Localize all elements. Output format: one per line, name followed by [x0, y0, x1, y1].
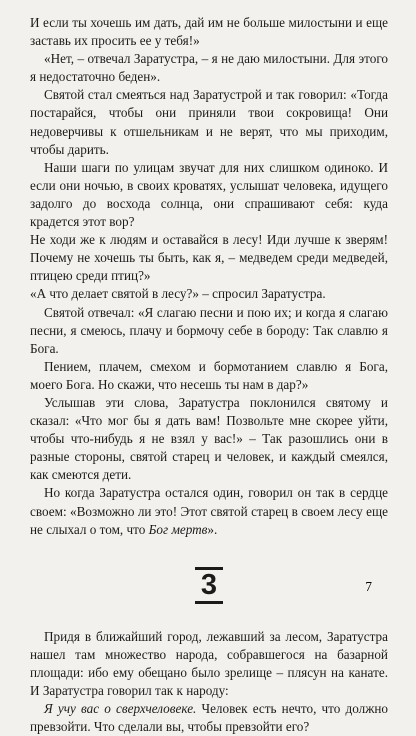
paragraph-12-text: Человек есть нечто, что должно превзойти. Что сделали вы, чтобы превзойти его? [30, 701, 388, 735]
paragraph-3: Святой стал смеяться над Заратустрой и так говорил: «Тогда постарайся, чтобы они приняли твои сокровища! Они недоверчивы к отшельникам и не верят, что мы приходим, чтобы дарить. [30, 87, 388, 157]
paragraph-6: «А что делает святой в лесу?» – спросил Заратустра. [30, 286, 326, 302]
paragraph-12 [30, 700, 388, 736]
paragraph-11: Придя в ближайший город, лежавший за лесом, Заратустра нашел там множество народа, собравшегося на базарной площади: ибо ему обещано было зрелище – плясун на канате. И Заратустра говорил так к народу: [30, 628, 388, 698]
paragraph-5: Не ходи же к людям и оставайся в лесу! Иди лучше к зверям! Почему не хочешь ты быть, как я, – медведем среди медведей, птицею среди птиц?» [30, 232, 388, 284]
paragraph-10-end: ». [207, 521, 218, 537]
emphasis-god-is-dead: Бог мертв [148, 521, 208, 537]
paragraph-10 [30, 484, 388, 538]
page-number: 7 [365, 579, 372, 594]
paragraph-8: Пением, плачем, смехом и бормотанием славлю я Бога, моего Бога. Но скажи, что несешь ты нам в дар?» [30, 358, 388, 392]
paragraph-2: «Нет, – отвечал Заратустра, – я не даю милостыни. Для этого я недостаточно беден». [30, 51, 388, 85]
paragraph-7: Святой отвечал: «Я слагаю песни и пою их; и когда я слагаю песни, я смеюсь, плачу и бормочу себе в бороду: Так славлю я Бога. [30, 304, 388, 356]
paragraph-4: Наши шаги по улицам звучат для них слишком одиноко. И если они ночью, в своих кроватях, услышат человека, идущего задолго до восхода солнца, они спрашивают себя: куда крадется этот вор? [30, 159, 388, 230]
chapter-heading [30, 567, 388, 604]
emphasis-superman: Я учу вас о сверхчеловеке. [44, 701, 197, 717]
paragraph-9: Услышав эти слова, Заратустра поклонился святому и сказал: «Что мог бы я дать вам! Позвольте мне скорее уйти, чтобы что-нибудь я не взял у вас!» – Так разошлись они в разные стороны, святой старец и человек, и каждый смеялся, как смеются дети. [30, 394, 388, 483]
paragraph-1: И если ты хочешь им дать, дай им не больше милостыни и еще заставь их просить ее у тебя!» [30, 15, 388, 49]
paragraph-10-text: Но когда Заратустра остался один, говорил он так в сердце своем: «Возможно ли это! Этот святой старец в своем лесу еще не слыхал о том, что [30, 485, 388, 537]
chapter-number: 3 [195, 567, 223, 604]
